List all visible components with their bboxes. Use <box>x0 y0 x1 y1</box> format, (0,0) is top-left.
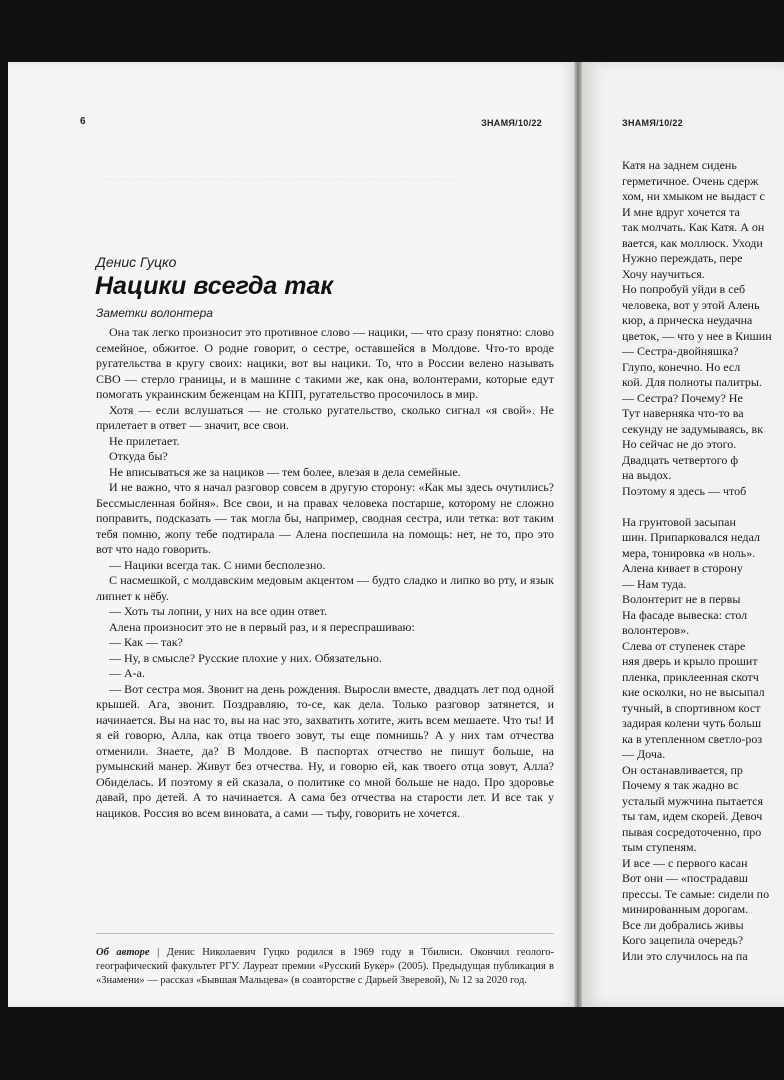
text-line: Волонтерит не в первы <box>622 592 741 606</box>
text-line: вается, как моллюск. Уходи <box>622 235 763 250</box>
article-subtitle: Заметки волонтера <box>96 306 213 320</box>
left-page <box>8 62 574 1007</box>
paragraph: И не важно, что я начал разговор совсем в другую сторону: «Как мы здесь очутились? Бессмысленная бойня». Все свои, и на правах человека постарше, которому не сложно поправить, подсказать — так могла бы, например, сводная сестра, или тетка: вот таким тебя помню, жопу тебе подтирала — Алена поспешила на помощь: нет, не то, про это вот что надо говорить. <box>96 480 554 556</box>
paragraph: — Ну, в смысле? Русские плохие у них. Обязательно. <box>109 650 382 665</box>
text-line: Вот они — «пострадавш <box>622 871 749 885</box>
text-line: На фасаде вывеска: стол <box>622 607 748 622</box>
text-line: — Сестра? Почему? Не <box>622 390 743 405</box>
text-line: Тут наверняка что-то ва <box>622 406 744 420</box>
text-line: кие осколки, но не высыпал <box>622 685 765 699</box>
text-line: — Доча. <box>622 747 666 761</box>
paragraph: — Как — так? <box>109 635 183 649</box>
paragraph: — Вот сестра моя. Звонит на день рождения. Выросли вместе, двадцать лет под одной крышей. Ага, звонит. Поздравляю, то-се, как дела. Только разговор затянется, и начинается. Вы на нас то, вы на нас это, захватить хотите, жить всем мешаете. Что ты! И я ей говорю, Алла, как отца твоего зовут, ты еще помнишь? А у них там отчества отменили. Знаете, да? В Молдове. В паспортах отчество не пишут больше, на румынский манер. Живут без отчества. Ну, и говорю ей, как твоего отца зовут, Алла? Обиделась. И поэтому я ей сказала, о политике со мной больше не надо. Про здоровье давай, про детей. А то начинается. А сама без отчества на старости лет. И все так у нациков. Россия во всем виновата, а сами — тьфу, говорить не хочется. <box>96 681 554 820</box>
text-line: секунду не задумываясь, вк <box>622 421 764 436</box>
text-line: ты там, идем скорей. Девоч <box>622 809 763 823</box>
paragraph: — А-а. <box>109 666 145 680</box>
paragraph: Откуда бы? <box>109 449 168 463</box>
about-text: | Денис Николаевич Гуцко родился в 1969 году в Тбилиси. Окончил геолого-географический факультет РГУ. Лауреат премии «Русский Букер» (2005). Предыдущая публикация в «Знамени» — рассказ «Бывшая Мальцева» (в соавторстве с Дарьей Зверевой), № 12 за 2020 год. <box>96 947 554 986</box>
text-line: человека, вот у этой Алень <box>622 297 760 312</box>
text-line: Катя на заднем сидень <box>622 158 737 172</box>
text-line: цветок, — что у нее в Кишин <box>622 328 772 343</box>
text-line: прессы. Те самые: сидели по <box>622 886 770 901</box>
text-line: Нужно переждать, пере <box>622 251 743 265</box>
about-author <box>96 946 554 988</box>
text-line: шин. Припарковался недал <box>622 530 761 544</box>
article-body <box>96 325 554 821</box>
paragraph: Не вписываться же за нациков — тем более, влезая в дела семейные. <box>109 464 461 479</box>
text-line: герметичное. Очень сдерж <box>622 173 759 188</box>
text-line: мера, тонировка «в ноль». <box>622 545 756 560</box>
paragraph: Алена произносит это не в первый раз, и я переспрашиваю: <box>109 619 415 634</box>
text-line: Почему я так жадно вс <box>622 778 739 792</box>
text-line: Поэтому я здесь — чтоб <box>622 483 747 498</box>
text-line: Слева от ступенек старе <box>622 638 746 653</box>
text-line: На грунтовой засыпан <box>622 514 736 529</box>
text-line: тучный, в спортивном кост <box>622 700 761 715</box>
paragraph: — Нацики всегда так. С ними бесполезно. <box>109 557 326 572</box>
paragraph: С насмешкой, с молдавским медовым акцентом — будто сладко и липко во рту, и язык липнет к нёбу. <box>96 573 554 603</box>
text-line: пывая сосредоточенно, про <box>622 824 762 839</box>
about-divider <box>96 933 554 934</box>
text-line: И все — с первого касан <box>622 855 748 870</box>
book-gutter <box>574 62 582 1007</box>
text-line: Или это случилось на па <box>622 948 748 963</box>
about-label: Об авторе <box>96 947 150 958</box>
text-line: пленка, приклеенная скотч <box>622 669 759 684</box>
article-title: Нацики всегда так <box>95 272 334 300</box>
text-line <box>622 499 784 515</box>
page-number: 6 <box>80 116 86 127</box>
text-line: на выдох. <box>622 468 672 482</box>
text-line: минированным дорогам. <box>622 902 749 916</box>
text-line: няя дверь и крыло прошит <box>622 654 758 668</box>
text-line: И мне вдруг хочется та <box>622 204 740 219</box>
text-line: так молчать. Как Катя. А он <box>622 220 765 234</box>
right-page-text <box>622 158 784 964</box>
text-line: Но сейчас не до этого. <box>622 437 737 451</box>
text-line: кой. Для полноты палитры. <box>622 375 762 389</box>
text-line: Двадцать четвертого ф <box>622 452 739 467</box>
text-line: Кого зацепила очередь? <box>622 933 744 947</box>
text-line: волонтеров». <box>622 623 690 637</box>
bleed-through-text: ~~~~~~~~~~~~~~~~~~~~~~~~~~~~~~~~~~~~~~~~~~~~~~~~~~~~~~~~ <box>103 174 463 186</box>
text-line: Но попробуй уйди в себ <box>622 282 746 296</box>
text-line: Он останавливается, пр <box>622 762 743 777</box>
text-line: — Сестра-двойняшка? <box>622 344 739 358</box>
text-line: Хочу научиться. <box>622 266 705 281</box>
paragraph: Хотя — если вслушаться — не столько ругательство, сколько сигнал «я свой». Не прилетает в ответ — значит, все свои. <box>96 402 554 432</box>
journal-header: ЗНАМЯ/10/22 <box>481 118 542 128</box>
text-line: усталый мужчина пытается <box>622 793 764 808</box>
text-line: хом, ни хмыком не выдаст с <box>622 189 765 203</box>
text-line: Глупо, конечно. Но есл <box>622 359 741 374</box>
journal-header-right: ЗНАМЯ/10/22 <box>622 118 683 128</box>
text-line: задирая колени чуть больш <box>622 716 762 730</box>
paragraph: Она так легко произносит это противное слово — нацики, — что сразу понятно: слово семейное, обжитое. О родне говорит, о сестре, оставшейся в Молдове. Что-то вроде ругательства в кругу своих: нацики, вот вы нацики. То, что в России велено называть СВО — стерло границы, и в машине с такими же, как она, волонтерами, которые едут помогать украинским беженцам на КПП, ругательство просочилось в мир. <box>96 325 554 401</box>
text-line: Алена кивает в сторону <box>622 561 743 575</box>
text-line: кюр, а прическа неудачна <box>622 313 753 327</box>
paragraph: — Хоть ты лопни, у них на все один ответ. <box>109 604 327 618</box>
paragraph: Не прилетает. <box>109 433 180 448</box>
text-line: ка в утепленном светло-роз <box>622 731 763 746</box>
right-page <box>582 62 784 1007</box>
text-line: Все ли добрались живы <box>622 917 744 932</box>
author-name: Денис Гуцко <box>96 254 177 270</box>
text-line: — Нам туда. <box>622 576 687 591</box>
text-line: тым ступеням. <box>622 840 697 854</box>
